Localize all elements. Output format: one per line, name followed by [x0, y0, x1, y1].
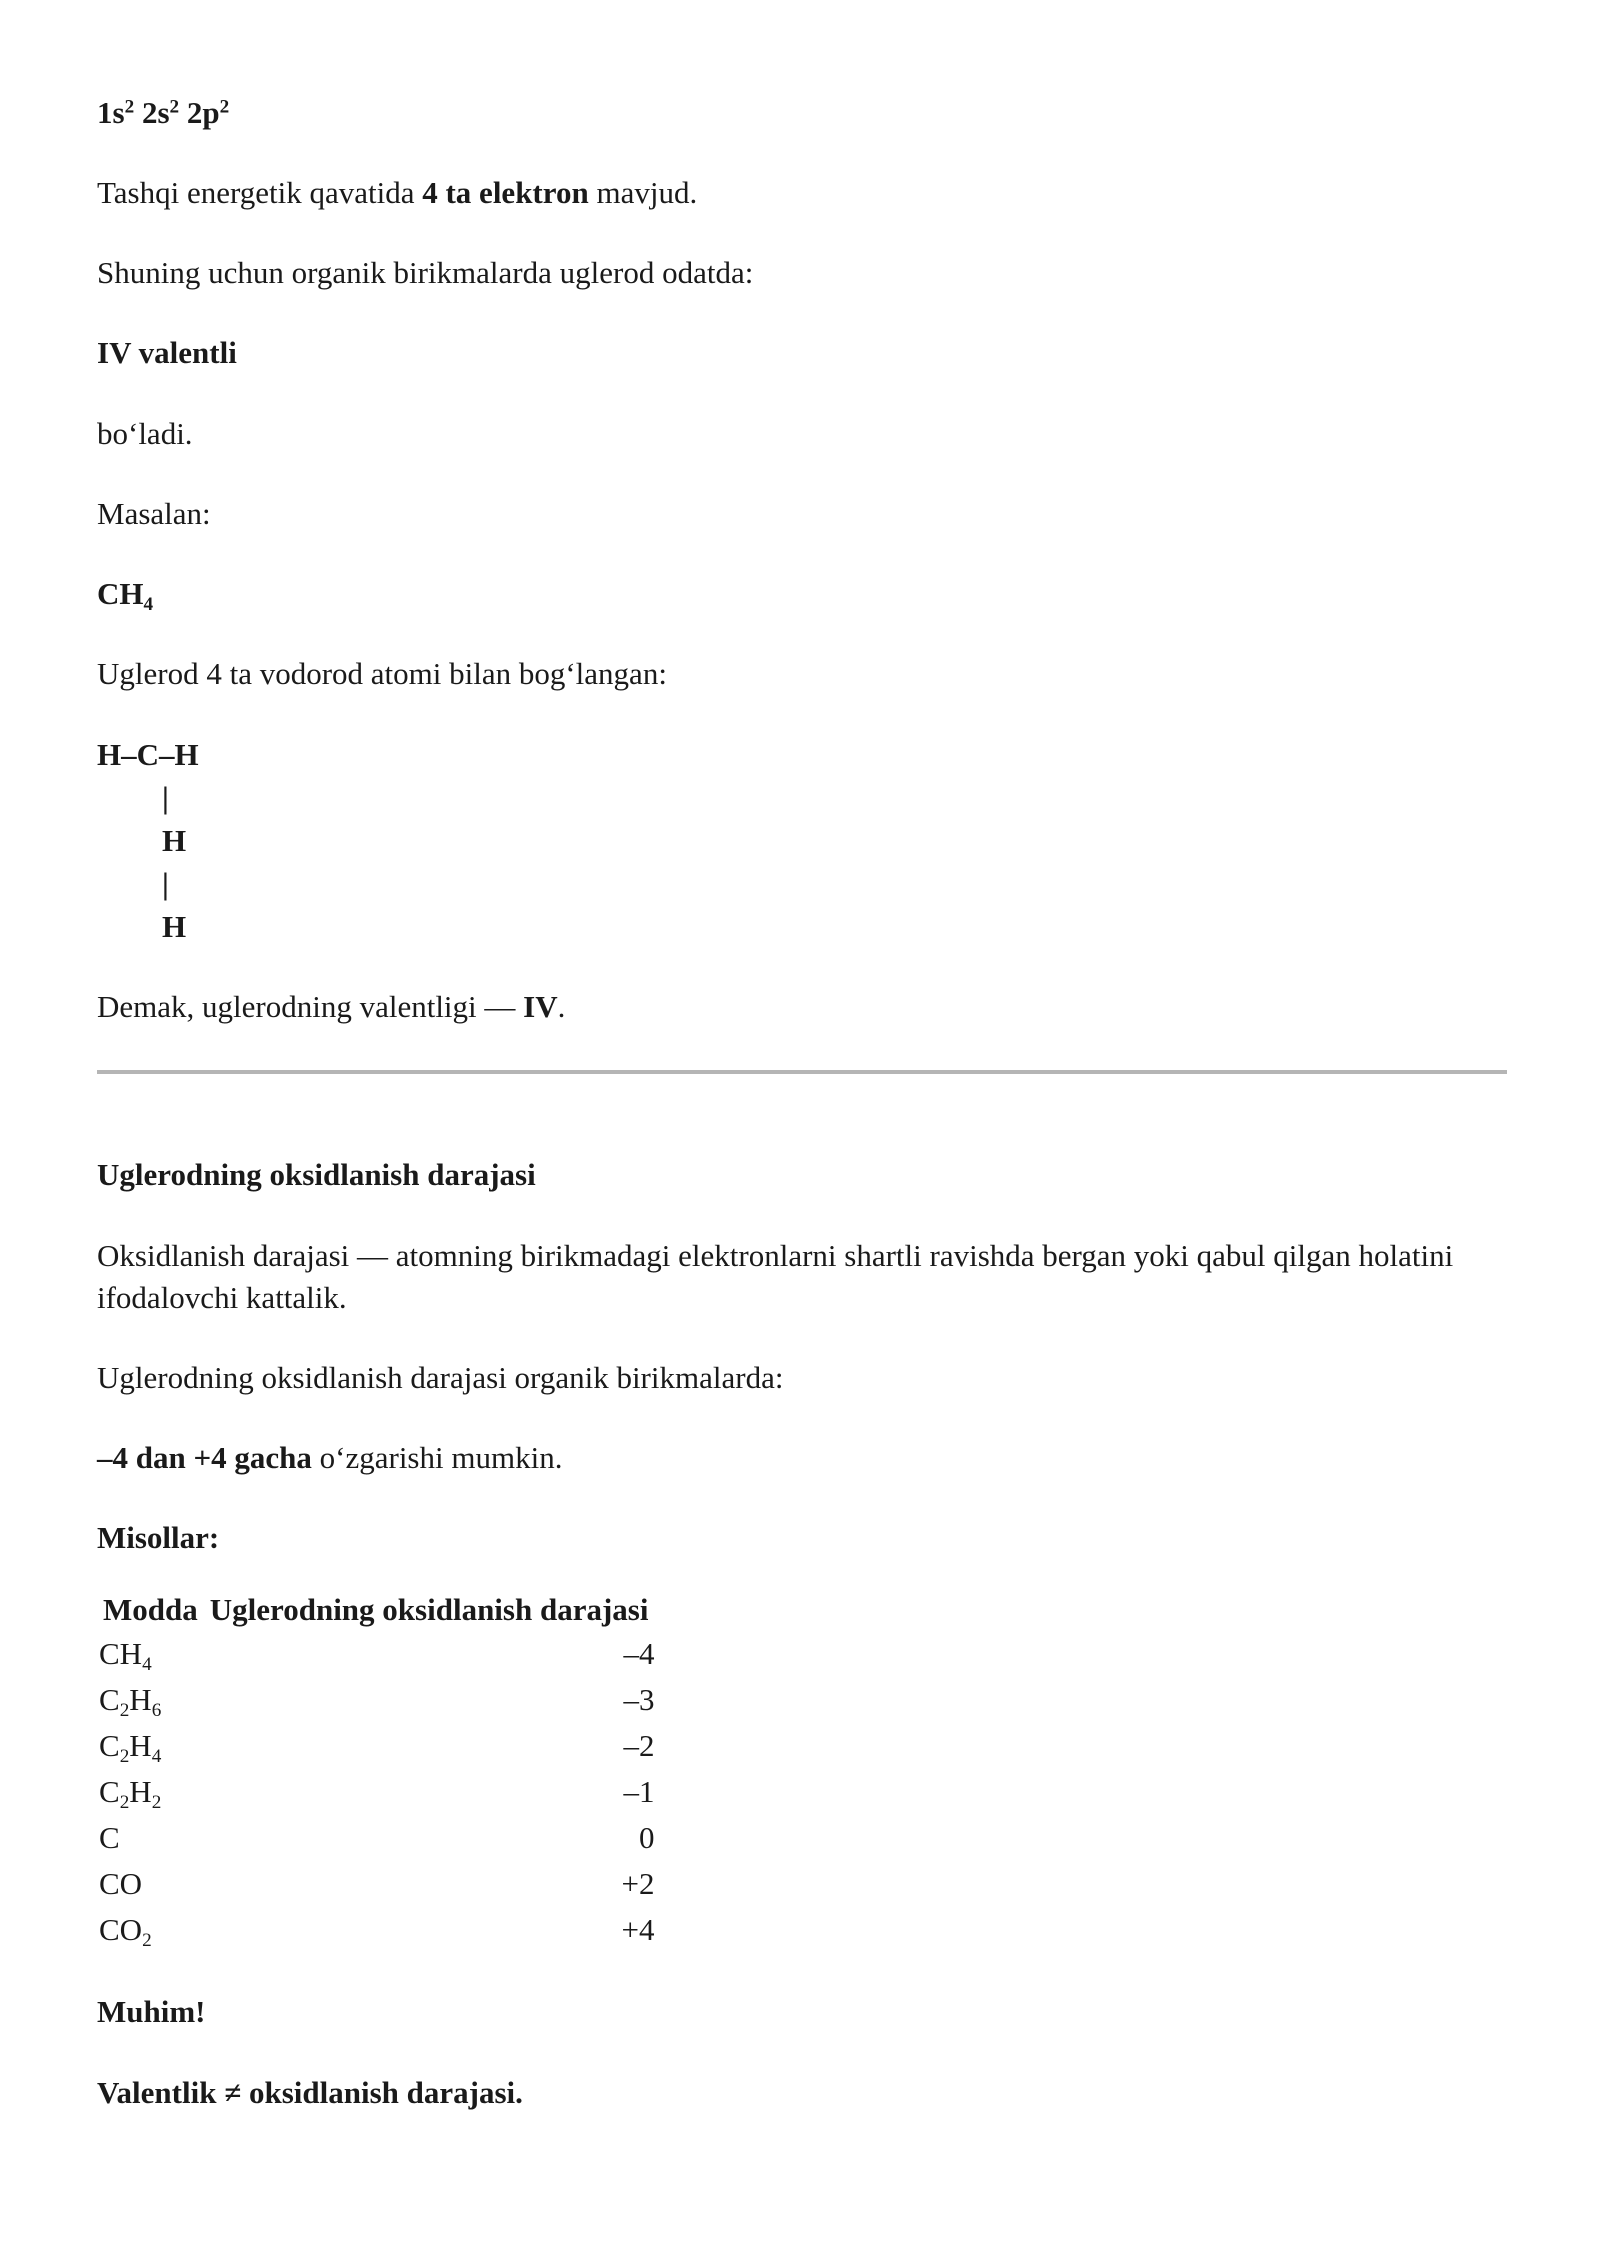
table-row	[97, 1815, 654, 1861]
oxidation-table	[97, 1585, 654, 1953]
valent-paragraph	[97, 332, 1507, 374]
formula-base: CO	[99, 1866, 143, 1902]
table-row	[97, 1723, 654, 1769]
bonded-paragraph: Uglerod 4 ta vodorod atomi bilan bog‘langan:	[97, 656, 667, 692]
note-paragraph	[97, 2072, 1507, 2114]
text-run: o‘zgarishi mumkin.	[311, 1440, 563, 1476]
table-header-row	[97, 1585, 654, 1631]
substance-cell	[97, 1907, 204, 1953]
bold-text: 4 ta elektron	[422, 175, 589, 211]
oxidation-value-cell: –4	[623, 1636, 655, 1672]
oxidation-value-cell: –1	[623, 1774, 655, 1810]
substance-cell	[97, 1677, 204, 1723]
table-row	[97, 1907, 654, 1953]
bold-text: IV valentli	[97, 335, 237, 371]
formula-subscript: 6	[151, 1700, 162, 1722]
bold-text: Valentlik ≠ oksidlanish darajasi.	[97, 2074, 523, 2110]
substance-cell	[97, 1631, 204, 1677]
range-paragraph	[97, 1437, 1507, 1479]
config-part: 1s	[97, 95, 125, 130]
ch4-formula	[97, 573, 1507, 615]
config-part: 2s	[134, 95, 170, 130]
table-row	[97, 1769, 654, 1815]
config-superscript: 2	[124, 96, 135, 118]
conclusion-paragraph	[97, 986, 1507, 1028]
oxidation-value-cell: +4	[621, 1912, 655, 1948]
heading-text: Uglerodning oksidlanish darajasi	[97, 1157, 536, 1193]
header-substance: Modda	[103, 1592, 198, 1628]
structure-hydrogen: H	[162, 823, 187, 859]
formula-subscript: 2	[119, 1700, 130, 1722]
table-body	[97, 1631, 654, 1953]
config-superscript: 2	[219, 96, 230, 118]
bold-text: Muhim!	[97, 1994, 206, 2030]
horizontal-rule	[97, 1070, 1507, 1074]
masalan-paragraph: Masalan:	[97, 495, 211, 531]
formula-base: CH	[99, 1636, 143, 1672]
formula-base: C	[99, 1682, 120, 1718]
table-row	[97, 1677, 654, 1723]
formula-base: C	[99, 1820, 120, 1856]
text-run: .	[557, 989, 566, 1025]
header-oxidation-state: Uglerodning oksidlanish darajasi	[209, 1592, 649, 1628]
table-row	[97, 1631, 654, 1677]
substance-cell	[97, 1861, 204, 1907]
formula-base: C	[99, 1774, 120, 1810]
structural-formula	[97, 733, 1507, 948]
boladi-paragraph: bo‘ladi.	[97, 415, 193, 451]
formula-subscript: 4	[143, 593, 154, 615]
bold-text: –4 dan +4 gacha	[97, 1440, 312, 1476]
definition-paragraph: Oksidlanish darajasi — atomning birikmadagi elektronlarni shartli ravishda bergan yoki qabul qilgan holatini ifodalovchi kattalik.	[97, 1237, 1454, 1315]
text-run: mavjud.	[588, 175, 698, 211]
important-label	[97, 1991, 1507, 2033]
formula-base: H	[129, 1774, 152, 1810]
table-row	[97, 1861, 654, 1907]
substance-cell	[97, 1769, 204, 1815]
structure-top: H–C–H	[97, 737, 199, 773]
outer-shell-paragraph	[97, 172, 1507, 214]
oxidation-value-cell: +2	[621, 1866, 655, 1902]
section-heading	[97, 1154, 1507, 1196]
substance-cell	[97, 1723, 204, 1769]
formula-subscript: 2	[142, 1930, 152, 1952]
bold-text: Misollar:	[97, 1520, 220, 1556]
formula-base: C	[99, 1728, 120, 1764]
formula-subscript: 4	[151, 1746, 162, 1768]
electron-configuration	[97, 92, 1507, 134]
structure-bond: |	[162, 780, 169, 816]
formula-subscript: 2	[119, 1792, 130, 1814]
formula-subscript: 2	[119, 1746, 130, 1768]
structure-bond: |	[162, 866, 169, 902]
intro-paragraph: Uglerodning oksidlanish darajasi organik birikmalarda:	[97, 1359, 784, 1395]
structure-hydrogen: H	[162, 909, 187, 945]
formula-subscript: 4	[142, 1654, 152, 1676]
bold-text: IV	[523, 989, 558, 1025]
formula-base: CO	[99, 1912, 143, 1948]
formula-base: H	[129, 1728, 152, 1764]
text-run: Demak, uglerodning valentligi —	[97, 989, 524, 1025]
config-superscript: 2	[169, 96, 180, 118]
therefore-paragraph: Shuning uchun organik birikmalarda uglerod odatda:	[97, 255, 754, 291]
oxidation-value-cell: –3	[623, 1682, 655, 1718]
examples-label	[97, 1517, 1507, 1559]
document-page	[97, 92, 1507, 2152]
substance-cell	[97, 1815, 204, 1861]
text-run: Tashqi energetik qavatida	[97, 175, 423, 211]
formula-base: H	[129, 1682, 152, 1718]
formula-base: CH	[97, 575, 144, 611]
oxidation-value-cell: –2	[623, 1728, 655, 1764]
oxidation-value-cell: 0	[638, 1820, 655, 1856]
config-part: 2p	[179, 95, 220, 130]
formula-subscript: 2	[151, 1792, 162, 1814]
